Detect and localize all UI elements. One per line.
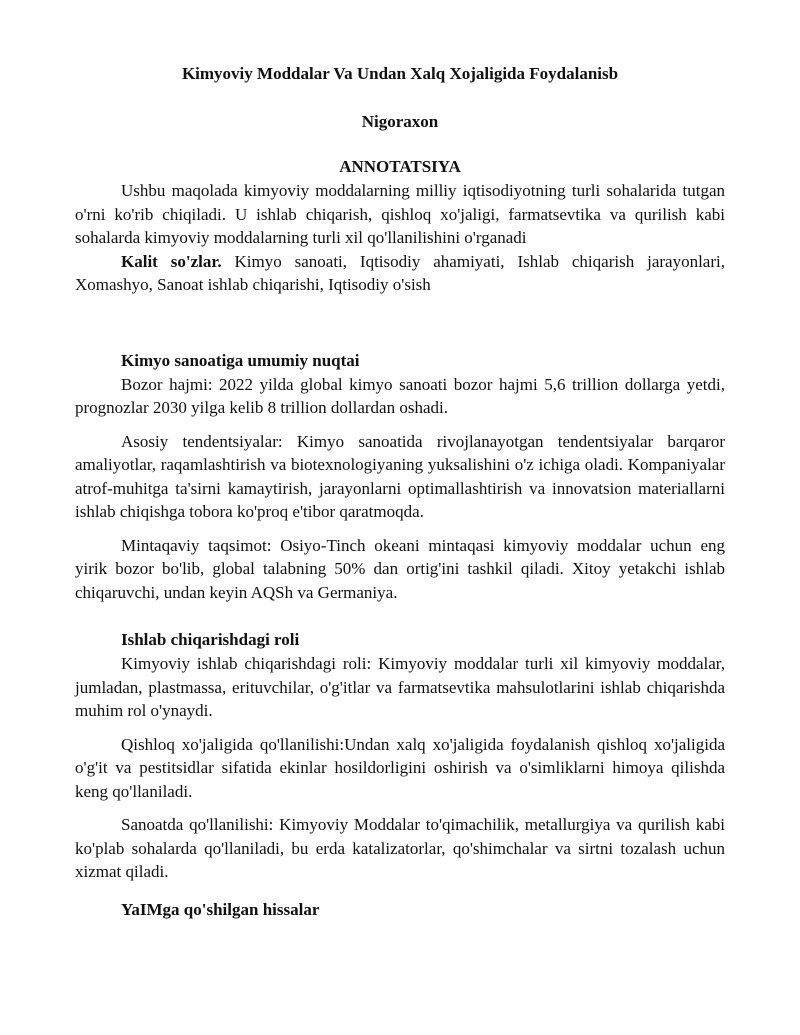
paragraph-key-trends: Asosiy tendentsiyalar: Kimyo sanoatida rivojlanayotgan tendentsiyalar barqaror amaliyotlar, raqamlashtirish va biotexnologiyaning yuksalishini o'z ichiga oladi. Kompaniyalar atrof-muhitga ta'sirni kamaytirish, jarayonlarni optimallashtirish va innovatsion materiallarni ishlab chiqishga tobora ko'proq e'tibor qaratmoqda. bbox=[75, 431, 725, 521]
paragraph-chemical-production: Kimyoviy ishlab chiqarishdagi roli: Kimyoviy moddalar turli xil kimyoviy moddalar, jumladan, plastmassa, erituvchilar, o'g'itlar va farmatsevtika mahsulotlarini ishlab chiqarishda muhim rol o'ynaydi. bbox=[75, 654, 725, 720]
document-title: Kimyoviy Moddalar Va Undan Xalq Xojaligida Foydalanisb bbox=[181, 64, 619, 83]
paragraph-regional-distribution: Mintaqaviy taqsimot: Osiyo-Tinch okeani mintaqasi kimyoviy moddalar uchun eng yirik bozor bo'lib, global talabning 50% dan ortig'ini tashkil qiladi. Xitoy yetakchi ishlab chiqaruvchi, undan keyin AQSh va Germaniya. bbox=[75, 535, 725, 602]
document-author: Nigoraxon bbox=[361, 112, 439, 131]
annotation-heading: ANNOTATSIYA bbox=[339, 157, 461, 176]
paragraph-industry: Sanoatda qo'llanilishi: Kimyoviy Moddalar to'qimachilik, metallurgiya va qurilish kabi ko'plab sohalarda qo'llaniladi, bu erda katalizatorlar, qo'shimchalar va sirtni tozalash uchun xizmat qiladi. bbox=[75, 815, 725, 881]
paragraph-market-size: Bozor hajmi: 2022 yilda global kimyo sanoati bozor hajmi 5,6 trillion dollarga yetdi, prognozlar 2030 yilga kelib 8 trillion dollardan oshadi. bbox=[75, 374, 725, 417]
keywords-paragraph bbox=[75, 250, 725, 297]
section-heading-overview: Kimyo sanoatiga umumiy nuqtai bbox=[121, 350, 360, 370]
keywords-label: Kalit so'zlar. bbox=[121, 251, 222, 271]
section-heading-gdp: YaIMga qo'shilgan hissalar bbox=[121, 899, 320, 919]
section-heading-production-role: Ishlab chiqarishdagi roli bbox=[121, 630, 300, 649]
annotation-paragraph: Ushbu maqolada kimyoviy moddalarning milliy iqtisodiyotning turli sohalarida tutgan o'rni ko'rib chiqiladi. U ishlab chiqarish, qishloq xo'jaligi, farmatsevtika va qurilish kabi sohalarda kimyoviy moddalarning turli xil qo'llanilishini o'rganadi bbox=[75, 181, 725, 247]
paragraph-agriculture: Qishloq xo'jaligida qo'llanilishi:Undan xalq xo'jaligida foydalanish qishloq xo'jaligida o'g'it va pestitsidlar sifatida ekinlar hosildorligini oshirish va o'simliklarni himoya qilishda keng qo'llaniladi. bbox=[75, 734, 725, 801]
keywords-text: Kimyo sanoati, Iqtisodiy ahamiyati, Ishlab chiqarish jarayonlari, Xomashyo, Sanoat ishlab chiqarishi, Iqtisodiy o'sish bbox=[75, 251, 725, 294]
